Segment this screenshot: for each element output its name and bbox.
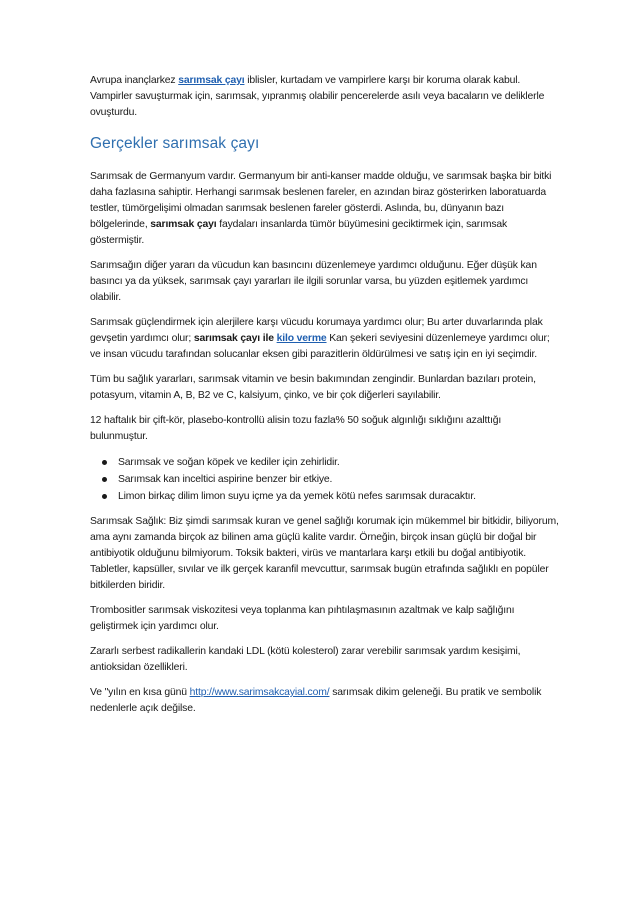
bullet-list <box>90 454 560 505</box>
intro-paragraph <box>90 73 560 121</box>
garlic-tea-link[interactable]: sarımsak çayı <box>178 75 245 86</box>
closing-paragraph <box>90 685 560 717</box>
allergy-paragraph <box>90 315 560 363</box>
list-item: Sarımsak kan inceltici aspirine benzer bir etkiye. <box>118 471 560 488</box>
vitamins-paragraph: Tüm bu sağlık yararları, sarımsak vitamin ve besin bakımından zengindir. Bunlardan bazıları protein, potasyum, vitamin A, B, B2 ve C, kalsiyum, çinko, ve bir çok diğerleri sayılabilir. <box>90 374 536 401</box>
blood-pressure-paragraph: Sarımsağın diğer yararı da vücudun kan basıncını düzenlemeye yardımcı olduğunu. Eğer düşük kan basıncı ya da yüksek, sarımsak çayı yararları ile ilgili sorunlar varsa, bu yüzden eşitlemek yardımcı olabilir. <box>90 260 537 303</box>
health-paragraph: Sarımsak Sağlık: Biz şimdi sarımsak kuran ve genel sağlığı korumak için mükemmel bir bitkidir, biliyorum, ama aynı zamanda birçok az bilinen ama güçlü kalite vardır. Örneğin, birçok insan güçlü bir doğal bir antibiyotik olduğunu bilmiyorum. Toksik bakteri, virüs ve mantarlara karşı etkili bu doğal antibiyotik. Tabletler, kapsüller, sıvılar ve ilk gerçek karanfil mevcuttur, sarımsak bugün etrafında sağlıklı en popüler bitkilerden biridir. <box>90 516 559 591</box>
intro-text-end: iblisler, kurtadam ve vampirlere karşı bir koruma olarak kabul. Vampirler savuşturmak için, sarımsak, yıpranmış olabilir pencerelerde asılı veya bacaların ve deliklerle ovuşturdu. <box>90 75 545 118</box>
germanium-text-start: Sarımsak de Germanyum vardır. Germanyum bir anti-kanser madde olduğu, ve sarımsak başka bir bitki daha fazlasına sahiptir. Herhangi sarımsak beslenen fareler, en azından biraz gösterirken laboratuarda testler, tümörgelişimi olmadan sarımsak beslenen fareler gösterdi. Aslında, bu, dünyanın bazı bölgelerinde, <box>90 171 552 230</box>
study-paragraph: 12 haftalık bir çift-kör, plasebo-kontrollü alisin tozu fazla% 50 soğuk algınlığı sıklığını azalttığı bulunmuştur. <box>90 415 502 442</box>
allergy-text-end: Kan şekeri seviyesini düzenlemeye yardımcı olur; ve insan vücudu tarafından solucanlar eksen gibi parazitlerin öldürülmesi ve satış için en iyi seçimdir. <box>90 333 550 360</box>
platelets-paragraph: Trombositler sarımsak viskozitesi veya toplanma kan pıhtılaşmasının azaltmak ve kalp sağlığını geliştirmek için yardımcı olur. <box>90 605 515 632</box>
allergy-text-start: Sarımsak güçlendirmek için alerjilere karşı vücudu korumaya yardımcı olur; Bu arter duvarlarında plak gevşetin yardımcı olur; <box>90 317 543 344</box>
weight-loss-link[interactable]: kilo verme <box>276 333 327 344</box>
germanium-paragraph <box>90 169 560 249</box>
closing-text-end: sarımsak dikim geleneği. Bu pratik ve sembolik nedenlerle açık değilse. <box>90 687 542 714</box>
antioxidant-paragraph: Zararlı serbest radikallerin kandaki LDL (kötü kolesterol) zarar verebilir sarımsak yardım kesişimi, antioksidan özellikleri. <box>90 646 521 673</box>
garlic-tea-with-bold: sarımsak çayı ile <box>193 333 277 344</box>
section-heading: Gerçekler sarımsak çayı <box>90 135 260 152</box>
website-url-link[interactable]: http://www.sarimsakcayial.com/ <box>189 687 330 698</box>
intro-text-start: Avrupa inançlarkez <box>90 75 179 86</box>
germanium-text-end: faydaları insanlarda tümör büyümesini geciktirmek için, sarımsak göstermiştir. <box>90 219 508 246</box>
closing-text-start: Ve "yılın en kısa günü <box>90 687 190 698</box>
garlic-tea-bold: sarımsak çayı <box>150 219 217 230</box>
list-item: Limon birkaç dilim limon suyu içme ya da yemek kötü nefes sarımsak duracaktır. <box>118 488 560 505</box>
list-item: Sarımsak ve soğan köpek ve kediler için zehirlidir. <box>118 454 560 471</box>
